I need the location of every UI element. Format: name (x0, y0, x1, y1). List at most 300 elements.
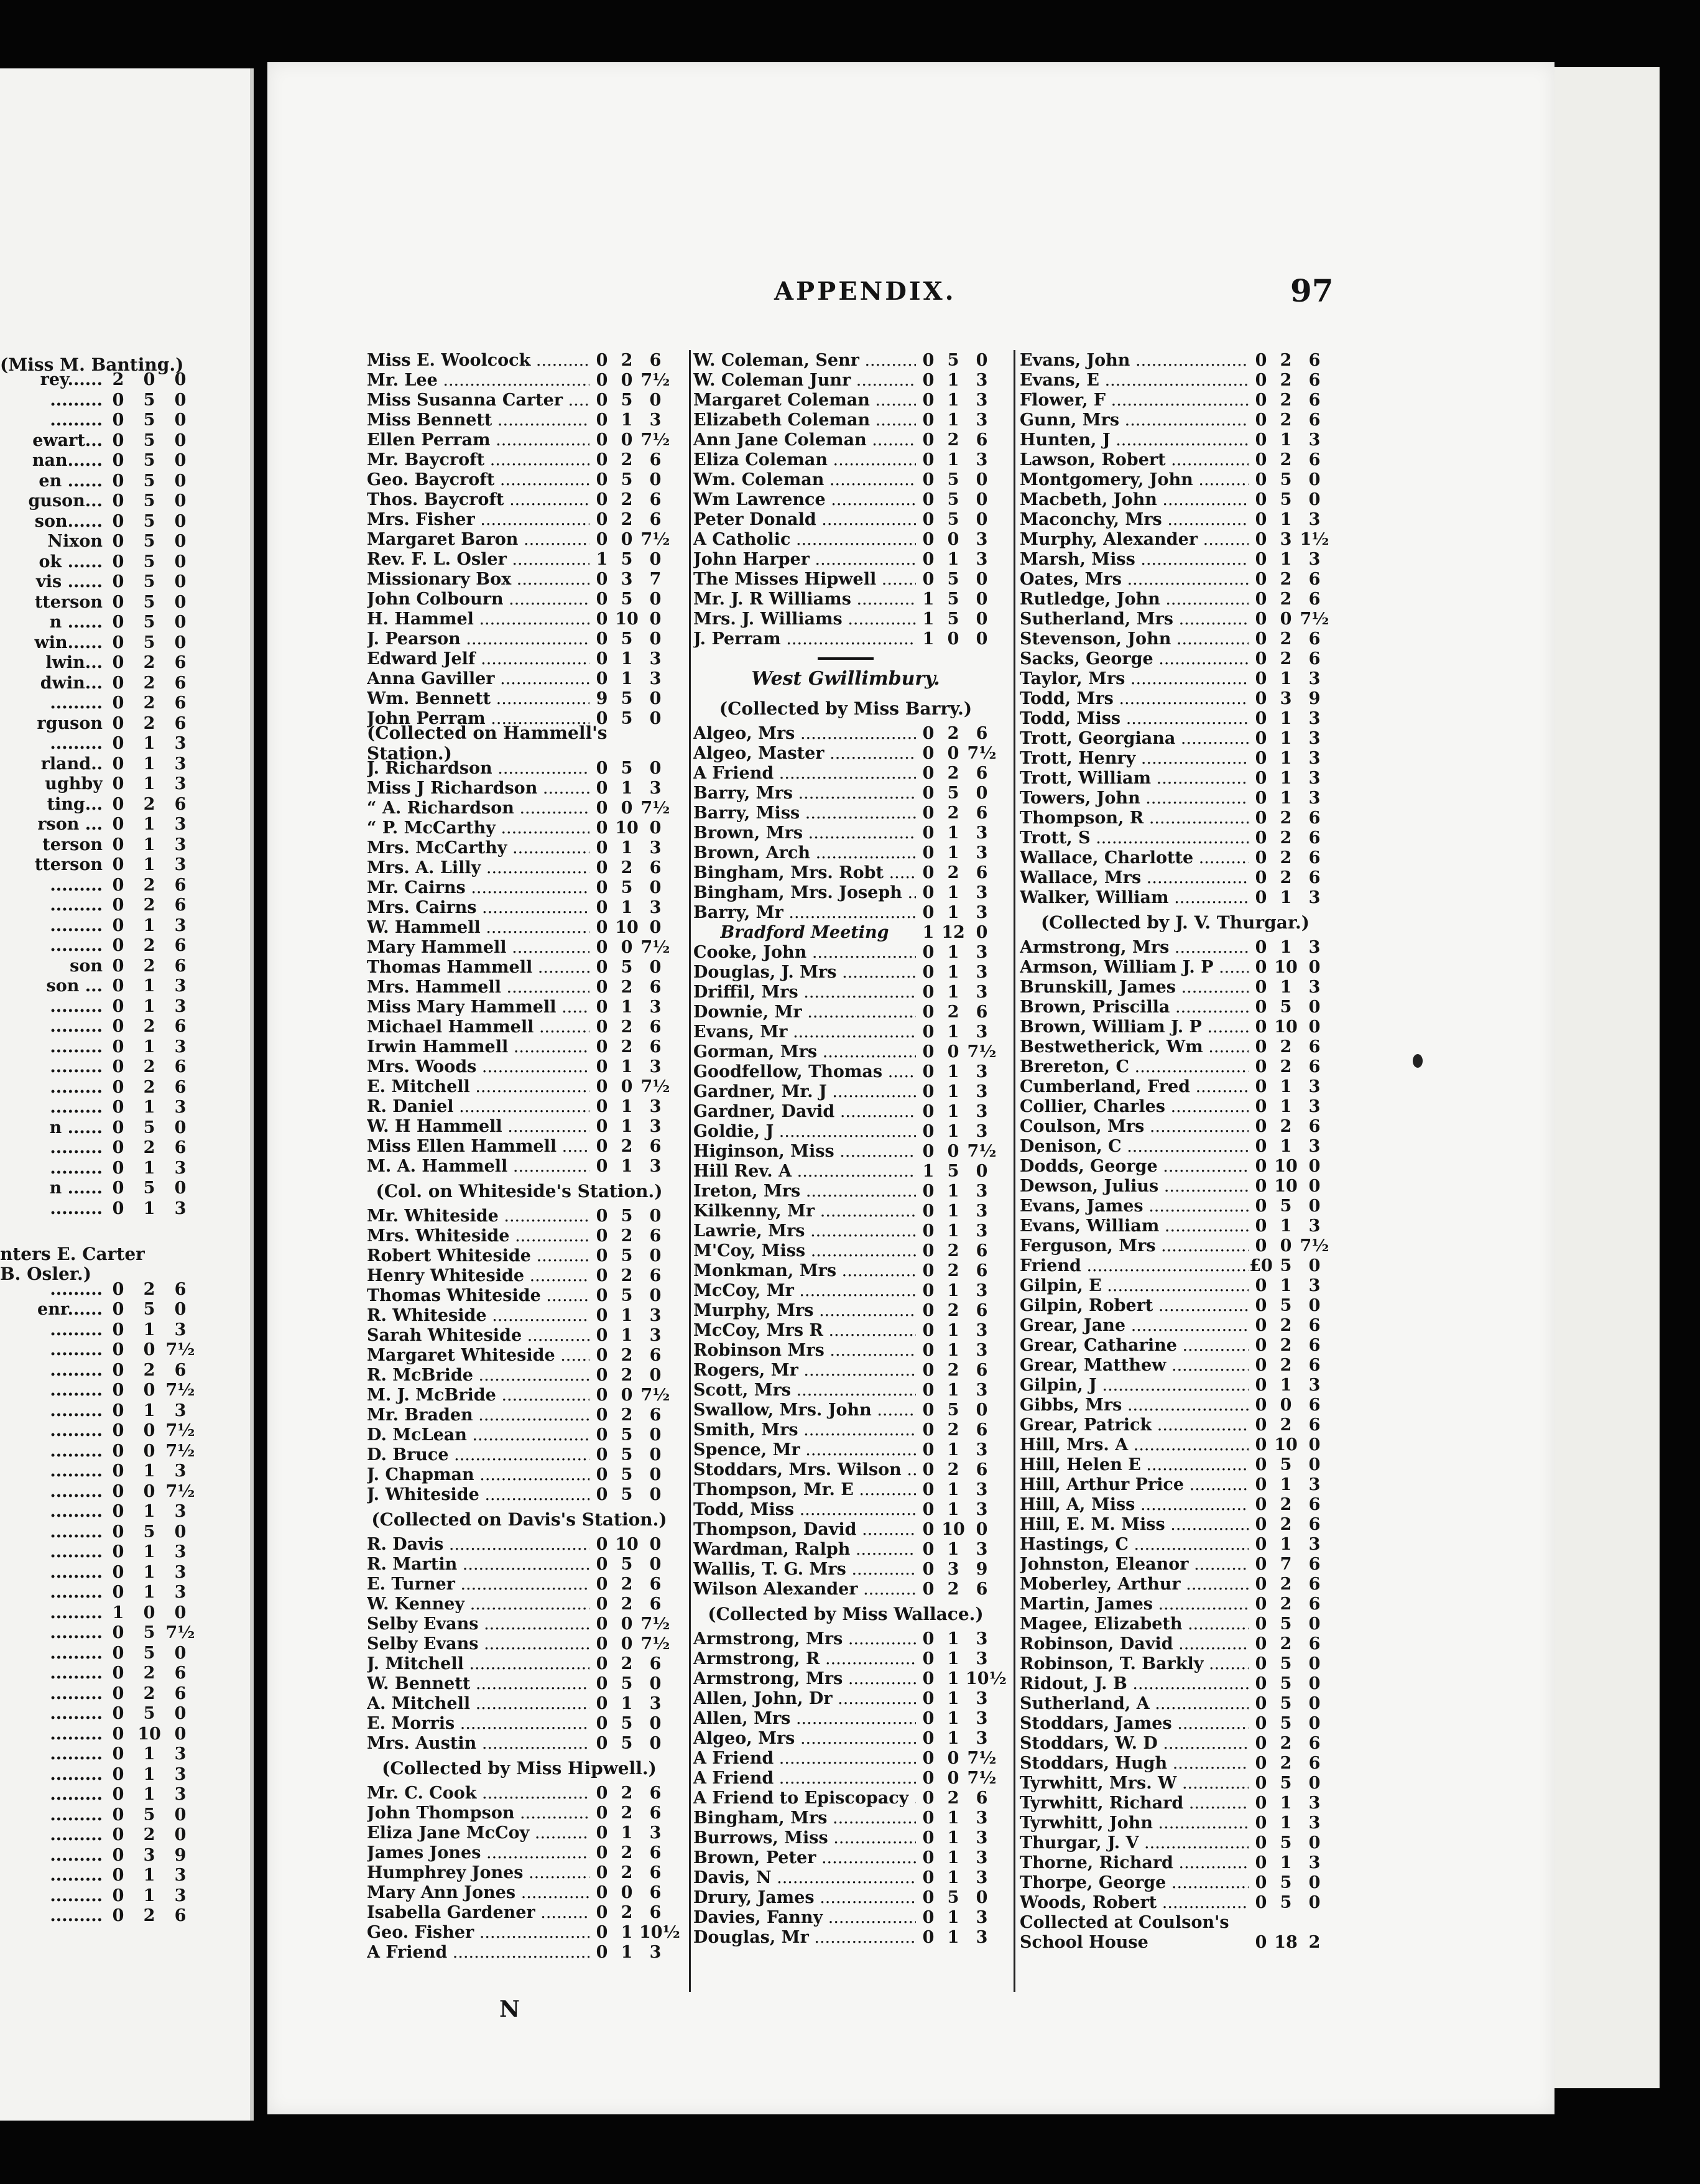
left-entry-label: ......... (50, 996, 103, 1016)
subscriber-name: Sutherland, A ..... (1020, 1694, 1249, 1713)
subscriber-name: Goldie, J ..... (693, 1122, 916, 1141)
left-entry-label: ......... (50, 936, 103, 955)
amount-pence: 3 (976, 1380, 988, 1400)
amount-shillings: 1 (1280, 768, 1292, 788)
amount-pounds: 0 (596, 629, 608, 649)
left-shillings: 0 (143, 370, 155, 389)
amount-pence: 0 (1308, 1773, 1321, 1793)
amount-shillings: 5 (947, 489, 959, 509)
amount-shillings: 5 (947, 783, 959, 803)
subscriber-name: Flower, F ..... (1020, 391, 1249, 410)
amount-pence: 6 (1308, 569, 1321, 589)
amount-pounds: 0 (922, 1460, 935, 1479)
subscriber-name: Barry, Mrs ..... (693, 784, 916, 803)
subscriber-entry (367, 1226, 672, 1246)
subscriber-entry (1020, 1196, 1331, 1216)
left-shillings: 1 (143, 1886, 155, 1905)
left-page-entry (0, 370, 196, 390)
left-pence: 0 (174, 552, 187, 571)
amount-pence: 7½ (640, 430, 670, 450)
amount-pounds: 0 (596, 977, 608, 997)
left-shillings: 2 (143, 1138, 155, 1157)
amount-shillings: 10 (615, 818, 639, 838)
amount-pence: 6 (649, 1783, 662, 1803)
left-entry-label: vis ...... (36, 572, 103, 591)
amount-pence: 0 (1308, 1872, 1321, 1892)
amount-shillings: 10 (1274, 1017, 1298, 1037)
subscriber-entry (693, 1081, 998, 1101)
amount-pence: 6 (1308, 350, 1321, 370)
subscriber-name: Todd, Miss ..... (693, 1500, 916, 1519)
amount-shillings: 1 (947, 1808, 959, 1828)
amount-shillings: 1 (1280, 1136, 1292, 1156)
amount-shillings: 5 (1280, 1673, 1292, 1693)
subscriber-name: Montgomery, John ..... (1020, 470, 1249, 489)
amount-pounds: 0 (596, 1654, 608, 1673)
subscriber-entry (693, 1340, 998, 1360)
subscriber-entry (367, 609, 672, 629)
amount-pence: 9 (976, 1559, 988, 1579)
amount-shillings: 0 (947, 529, 959, 549)
left-page-entry (0, 855, 196, 875)
left-page-entry (0, 1683, 196, 1703)
subscriber-name: Robert Whiteside ..... (367, 1246, 589, 1266)
subscriber-entry (367, 649, 672, 669)
subscriber-entry (367, 1922, 680, 1942)
subscriber-name: Robinson, David ..... (1020, 1634, 1249, 1654)
amount-pounds: 0 (596, 1614, 608, 1634)
amount-pence: 6 (649, 1017, 662, 1037)
left-shillings: 1 (143, 976, 155, 996)
subscriber-entry (367, 1156, 672, 1176)
amount-pence: 0 (649, 877, 662, 897)
subscriber-entry (367, 1305, 672, 1325)
subscriber-entry (1020, 1216, 1331, 1236)
subscriber-name: Thos. Baycroft ..... (367, 490, 589, 509)
subscriber-name: The Misses Hipwell ..... (693, 570, 916, 589)
left-entry-label: ......... (50, 1077, 103, 1097)
left-page-entry (0, 1421, 196, 1441)
left-page-entry (0, 936, 196, 956)
subscriber-entry (1020, 410, 1331, 430)
subscriber-name: John Colbourn ..... (367, 590, 589, 609)
left-shillings: 5 (143, 1643, 155, 1663)
left-entry-label: ......... (50, 1906, 103, 1925)
subscriber-name: Rev. F. L. Osler ..... (367, 550, 589, 569)
amount-pounds: 0 (922, 1649, 935, 1668)
amount-shillings: 1 (1280, 1096, 1292, 1116)
left-pounds: 1 (112, 1603, 124, 1622)
left-shillings: 2 (143, 1683, 155, 1703)
subscriber-entry (1020, 728, 1331, 748)
amount-pounds: 0 (596, 1574, 608, 1594)
left-pounds: 0 (112, 1461, 124, 1481)
amount-pence: 0 (976, 1161, 988, 1181)
left-page-entry (0, 1805, 196, 1825)
amount-shillings: 10 (615, 917, 639, 937)
amount-pence: 3 (1308, 430, 1321, 450)
amount-shillings: 1 (947, 1907, 959, 1927)
left-pence: 7½ (165, 1381, 195, 1400)
amount-shillings: 0 (621, 430, 633, 450)
subscriber-entry (1020, 848, 1331, 868)
subscriber-entry (1020, 1494, 1331, 1514)
subscriber-name: Downie, Mr ..... (693, 1002, 916, 1022)
subscriber-name: A Catholic ..... (693, 530, 916, 549)
subscriber-name: Davis, N ..... (693, 1868, 916, 1887)
left-page-entry (0, 1906, 196, 1926)
amount-shillings: 5 (621, 688, 633, 708)
subscriber-name: Miss J Richardson ..... (367, 779, 589, 798)
left-page-entry (0, 653, 196, 673)
subscriber-entry (367, 1902, 672, 1922)
amount-shillings: 5 (947, 1161, 959, 1181)
amount-pence: 3 (649, 649, 662, 669)
amount-shillings: 2 (621, 1345, 633, 1365)
amount-pence: 6 (649, 1803, 662, 1823)
subscriber-name: Murphy, Alexander ..... (1020, 530, 1249, 549)
subscriber-name: Bingham, Mrs. Joseph ..... (693, 883, 916, 902)
subscriber-entry (693, 1320, 998, 1340)
amount-pounds: 0 (596, 1464, 608, 1484)
amount-shillings: 1 (621, 1922, 633, 1942)
amount-pence: 3 (976, 1649, 988, 1668)
amount-pence: 0 (976, 589, 988, 609)
left-shillings: 1 (143, 855, 155, 874)
amount-pounds: 0 (1255, 1076, 1267, 1096)
amount-shillings: 5 (621, 1425, 633, 1445)
subscriber-entry (693, 569, 998, 589)
amount-pence: 3 (976, 1867, 988, 1887)
amount-shillings: 2 (947, 723, 959, 743)
amount-pence: 3 (976, 1499, 988, 1519)
running-title: APPENDIX. (774, 277, 956, 306)
left-entry-label: ......... (50, 1158, 103, 1178)
amount-pence: 6 (976, 863, 988, 882)
subscriber-entry (693, 1221, 998, 1241)
left-shillings: 5 (143, 1300, 155, 1319)
left-shillings: 1 (143, 1502, 155, 1521)
subscriber-name: Barry, Miss ..... (693, 803, 916, 823)
amount-pounds: 0 (922, 410, 935, 430)
amount-pence: 3 (976, 1340, 988, 1360)
amount-pence: 3 (1308, 1096, 1321, 1116)
subscriber-entry (1020, 977, 1331, 997)
left-page-entry (0, 1017, 196, 1037)
subscriber-entry (1020, 997, 1331, 1017)
subscriber-name: Armstrong, Mrs ..... (693, 1629, 916, 1649)
left-page-entry (0, 532, 196, 552)
left-shillings: 5 (143, 1805, 155, 1825)
amount-pounds: 0 (596, 470, 608, 489)
amount-pence: 7½ (640, 1385, 670, 1405)
subscriber-entry (367, 1057, 672, 1076)
left-pounds: 0 (112, 613, 124, 632)
amount-pence: 6 (976, 1300, 988, 1320)
amount-pence: 3 (976, 1022, 988, 1042)
left-entry-label: ......... (50, 1886, 103, 1905)
subscriber-entry (693, 843, 998, 863)
amount-pounds: 0 (596, 410, 608, 430)
subscriber-name: Taylor, Mrs ..... (1020, 669, 1249, 688)
amount-shillings: 2 (947, 1241, 959, 1261)
left-shillings: 1 (143, 1583, 155, 1602)
left-pounds: 0 (112, 1764, 124, 1784)
left-entry-label: son...... (34, 511, 103, 531)
amount-shillings: 1 (947, 410, 959, 430)
amount-shillings: 1 (947, 1828, 959, 1848)
subscriber-entry (1020, 1693, 1331, 1713)
subscriber-entry (367, 1823, 672, 1843)
subscriber-entry (693, 1161, 998, 1181)
amount-shillings: 2 (621, 1136, 633, 1156)
subscriber-entry (367, 629, 672, 649)
amount-pounds: 0 (922, 1121, 935, 1141)
subscriber-name: Cooke, John ..... (693, 943, 916, 962)
left-pence: 7½ (165, 1441, 195, 1461)
left-page-entry (0, 1441, 196, 1461)
amount-shillings: 1 (947, 1022, 959, 1042)
subscriber-entry (1020, 1912, 1331, 1932)
left-pounds: 0 (112, 1300, 124, 1319)
subscriber-entry (693, 450, 998, 470)
left-shillings: 1 (143, 915, 155, 935)
amount-pence: 6 (1308, 1395, 1321, 1415)
left-entry-label: ......... (50, 410, 103, 430)
subscriber-name: D. McLean ..... (367, 1425, 589, 1445)
subscriber-name: Spence, Mr ..... (693, 1440, 916, 1460)
subscriber-name: J. Perram ..... (693, 629, 916, 649)
subscriber-name: Sutherland, Mrs ..... (1020, 609, 1249, 629)
amount-pounds: 0 (596, 1305, 608, 1325)
amount-shillings: 5 (1280, 1256, 1292, 1275)
amount-shillings: 5 (947, 589, 959, 609)
left-pence: 0 (174, 1825, 187, 1844)
left-entry-label: tterson (34, 592, 103, 612)
left-page-entry (0, 572, 196, 592)
subscriber-entry (1020, 1853, 1331, 1872)
left-pence: 0 (174, 1522, 187, 1542)
left-pence: 7½ (165, 1623, 195, 1642)
left-entry-label: ......... (50, 1866, 103, 1885)
left-entry-label: ......... (50, 1583, 103, 1602)
subscriber-name: M'Coy, Miss ..... (693, 1241, 916, 1261)
amount-pence: 6 (1308, 1415, 1321, 1435)
amount-pence: 6 (976, 803, 988, 823)
left-pounds: 0 (112, 632, 124, 652)
subscriber-entry (367, 778, 672, 798)
amount-pence: 6 (976, 1241, 988, 1261)
left-entry-label: rey...... (40, 370, 103, 389)
left-pounds: 0 (112, 1077, 124, 1097)
subscriber-name: Mrs. McCarthy ..... (367, 838, 589, 858)
left-entry-label: ......... (50, 1360, 103, 1380)
subscriber-name: A. Mitchell ..... (367, 1694, 589, 1713)
left-page-entry (0, 491, 196, 511)
amount-shillings: 1 (947, 1101, 959, 1121)
subscriber-entry (1020, 489, 1331, 509)
amount-shillings: 2 (1280, 1574, 1292, 1594)
amount-shillings: 2 (621, 1405, 633, 1425)
left-page-entry (0, 1623, 196, 1643)
subscriber-entry (367, 917, 672, 937)
amount-pence: 0 (976, 1400, 988, 1420)
subscriber-name: H. Hammel ..... (367, 609, 589, 629)
left-shillings: 1 (143, 1744, 155, 1764)
subscriber-name: Dewson, Julius ..... (1020, 1177, 1249, 1196)
subscriber-name: Bradford Meeting (720, 922, 889, 942)
subscriber-name: W. Kenney ..... (367, 1594, 589, 1614)
amount-pounds: 0 (596, 609, 608, 629)
amount-pence: 6 (649, 1654, 662, 1673)
amount-shillings: 2 (1280, 1753, 1292, 1773)
amount-shillings: 5 (621, 1673, 633, 1693)
amount-shillings: 1 (1280, 887, 1292, 907)
amount-pence: 3 (976, 1808, 988, 1828)
left-entry-label: lwin... (45, 653, 103, 672)
left-pence: 3 (174, 835, 187, 854)
amount-pence: 3 (976, 1629, 988, 1649)
amount-pounds: 0 (596, 529, 608, 549)
subscriber-entry (1020, 350, 1331, 370)
subscriber-name: D. Bruce ..... (367, 1445, 589, 1464)
amount-shillings: 1 (1280, 1216, 1292, 1236)
subscriber-name: Evans, John ..... (1020, 351, 1249, 370)
amount-shillings: 1 (621, 838, 633, 858)
amount-shillings: 2 (947, 1002, 959, 1022)
amount-shillings: 1 (947, 1668, 959, 1688)
subscriber-name: Hill, Helen E ..... (1020, 1455, 1249, 1474)
subscriber-entry (693, 390, 998, 410)
amount-pounds: 0 (596, 1325, 608, 1345)
left-page-entry (0, 1866, 196, 1886)
subscriber-entry (1020, 450, 1331, 470)
left-entry-label: ......... (50, 1037, 103, 1057)
subscriber-entry (1020, 1574, 1331, 1594)
subscriber-name: Eliza Jane McCoy ..... (367, 1823, 589, 1843)
subscriber-entry (693, 1708, 998, 1728)
amount-pounds: 0 (596, 1206, 608, 1226)
amount-shillings: 1 (947, 1708, 959, 1728)
subscriber-entry (693, 1420, 998, 1440)
left-entry-label: ......... (50, 1764, 103, 1784)
subscriber-name: Wilson Alexander ..... (693, 1580, 916, 1599)
amount-shillings: 1 (947, 1499, 959, 1519)
left-pence: 0 (174, 1178, 187, 1198)
subscriber-name: Mr. Lee ..... (367, 371, 589, 390)
subscriber-entry (1020, 1395, 1331, 1415)
left-entry-label: enr...... (37, 1300, 103, 1319)
subscriber-name: Wallace, Charlotte ..... (1020, 848, 1249, 868)
amount-pence: 3 (976, 1828, 988, 1848)
amount-shillings: 0 (947, 1141, 959, 1161)
left-pence: 0 (174, 1117, 187, 1137)
amount-pence: 3 (1308, 977, 1321, 997)
subscriber-entry (367, 1614, 672, 1634)
amount-shillings: 5 (621, 1464, 633, 1484)
left-shillings: 5 (143, 1704, 155, 1723)
left-pence: 6 (174, 875, 187, 895)
amount-pence: 0 (649, 589, 662, 609)
amount-pounds: 0 (922, 1708, 935, 1728)
left-shillings: 2 (143, 1279, 155, 1299)
subscriber-entry (367, 1136, 672, 1156)
amount-pounds: 0 (596, 1594, 608, 1614)
amount-pounds: 0 (1255, 1295, 1267, 1315)
amount-shillings: 5 (1280, 1872, 1292, 1892)
amount-pence: 2 (1308, 1932, 1321, 1952)
left-entry-label: ......... (50, 1441, 103, 1461)
subscriber-name: A Friend ..... (693, 1749, 916, 1768)
subscriber-name: Swallow, Mrs. John ..... (693, 1400, 916, 1420)
amount-shillings: 0 (621, 1076, 633, 1096)
amount-pounds: 0 (922, 1629, 935, 1649)
subscriber-entry (1020, 1554, 1331, 1574)
amount-pounds: 0 (1255, 1514, 1267, 1534)
amount-pence: 6 (1308, 649, 1321, 669)
amount-pence: 6 (1308, 828, 1321, 848)
left-pence: 0 (174, 613, 187, 632)
left-pence: 3 (174, 976, 187, 996)
left-page-entry (0, 713, 196, 733)
amount-pounds: 1 (922, 1161, 935, 1181)
amount-pence: 3 (976, 982, 988, 1002)
left-shillings: 2 (143, 1663, 155, 1683)
amount-shillings: 2 (1280, 370, 1292, 390)
amount-pounds: 0 (922, 743, 935, 763)
subscriber-entry (693, 509, 998, 529)
left-shillings: 2 (143, 1077, 155, 1097)
amount-pence: 0 (649, 470, 662, 489)
left-page-entry (0, 410, 196, 430)
subscriber-name: Maconchy, Mrs ..... (1020, 510, 1249, 529)
amount-pounds: 0 (596, 1484, 608, 1504)
left-pounds: 0 (112, 451, 124, 470)
amount-pounds: 1 (922, 589, 935, 609)
amount-pence: 3 (976, 450, 988, 470)
left-pence: 0 (174, 451, 187, 470)
amount-shillings: 5 (947, 350, 959, 370)
subscriber-entry (1020, 549, 1331, 569)
subscriber-name: Todd, Mrs ..... (1020, 689, 1249, 708)
amount-shillings: 1 (1280, 669, 1292, 688)
amount-pounds: 0 (596, 1345, 608, 1365)
amount-shillings: 2 (621, 1902, 633, 1922)
amount-pence: 7½ (967, 1768, 997, 1788)
left-pounds: 0 (112, 915, 124, 935)
left-shillings: 5 (143, 592, 155, 612)
left-shillings: 1 (143, 815, 155, 834)
subscriber-name: J. Pearson ..... (367, 629, 589, 649)
amount-pounds: 0 (1255, 887, 1267, 907)
subscriber-name: Marsh, Miss ..... (1020, 550, 1249, 569)
amount-shillings: 1 (947, 1539, 959, 1559)
subscriber-name: Wm. Bennett ..... (367, 689, 589, 708)
amount-pence: 0 (1308, 1256, 1321, 1275)
amount-pence: 3 (976, 1479, 988, 1499)
subscriber-name: Gibbs, Mrs ..... (1020, 1395, 1249, 1415)
amount-pence: 6 (1308, 1753, 1321, 1773)
left-shillings: 0 (143, 1340, 155, 1359)
left-entry-label: B. Osler.) (0, 1264, 91, 1284)
subscriber-name: Armstrong, Mrs ..... (693, 1669, 916, 1688)
left-page-entry (0, 754, 196, 774)
subscriber-name: Evans, E ..... (1020, 371, 1249, 390)
subscriber-entry (693, 743, 998, 763)
left-entry-label: ting... (47, 794, 103, 814)
subscriber-name: A Friend ..... (367, 1943, 589, 1962)
subscriber-entry (693, 1828, 998, 1848)
